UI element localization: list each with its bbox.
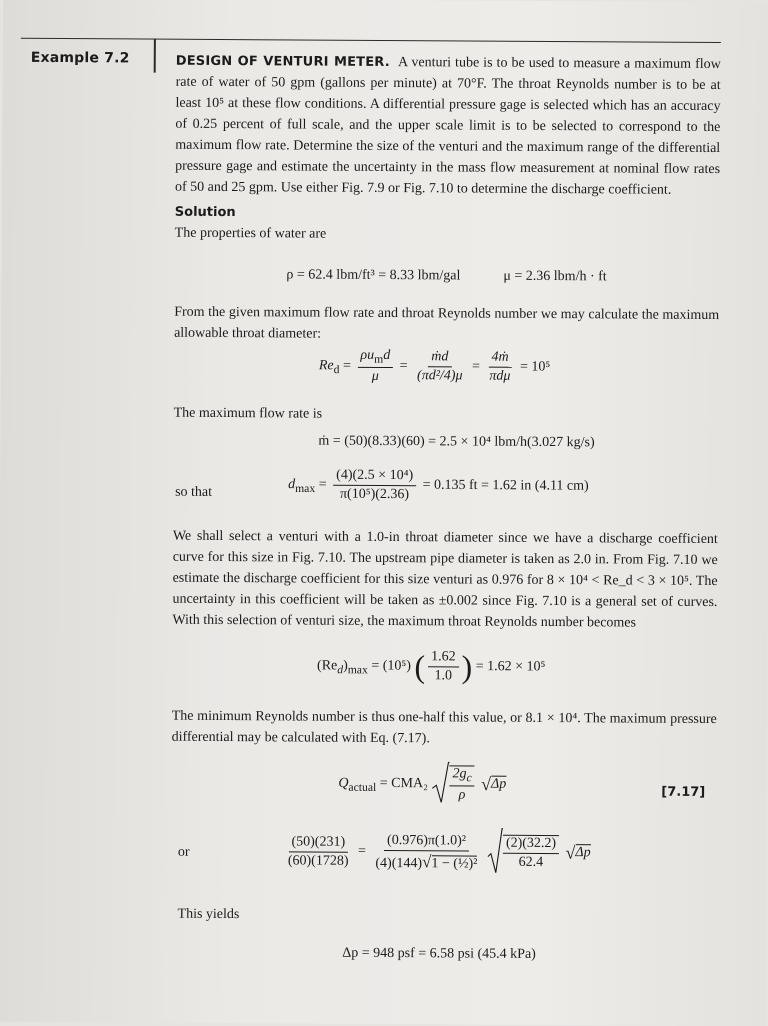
body-text-5 [172, 706, 717, 751]
q-numerator: 2g [452, 766, 467, 782]
q-mid: = CMA₂ [379, 775, 429, 792]
remax-mid: = (10⁵) [371, 658, 412, 674]
fraction-3-numerator: 4ṁ [491, 349, 509, 365]
equation-7-17 [338, 764, 506, 805]
top-rule [21, 38, 721, 43]
dmax-numerator: (4)(2.5 × 10⁴) [333, 468, 416, 487]
subst-fraction-2-numerator: (0.976)π(1.0)² [384, 833, 469, 852]
remax-subscript: d [337, 663, 344, 677]
solution-title: Solution [174, 204, 236, 221]
equation-re-max: $(Re_d)_{max} = (10^5)$ ( $\frac{1.62}{1.0}$ ) = 1.62 × 10⁵ [317, 648, 546, 685]
remax-fraction [428, 649, 459, 684]
dmax-rhs: = 0.135 ft = 1.62 in (4.11 cm) [422, 477, 589, 494]
problem-text: A venturi tube is to be used to measure a maximum flow rate of water of 50 gpm (gallons per minute) at 70°F. The throat Reynolds number is to be at least 10⁵ at these flow conditions. A differential pressure gage is selected which has an accuracy of 0.25 percent of full scale, and the upper scale limit is to be selected to correspond to the maximum flow rate. Determine the size of the venturi and the maximum range of the differential pressure gage and estimate the uncertainty in the mass flow measurement at nominal flow rates of 50 and 25 gpm. Use either Fig. 7.9 or Fig. 7.10 to determine the discharge coefficient. [174, 55, 721, 198]
subst-fraction-3-denominator: 62.4 [518, 854, 544, 870]
equation-mass-flow: ṁ = (50)(8.33)(60) = 2.5 × 10⁴ lbm/h(3.027 kg/s) [318, 433, 595, 451]
equation-reynolds [319, 348, 551, 386]
q-fraction [449, 766, 474, 804]
equation-properties [286, 267, 606, 285]
equals-sign: = [472, 359, 481, 375]
fraction-3-denominator: πdμ [489, 368, 511, 384]
fraction-3 [486, 350, 513, 385]
fraction-1-numerator: ρu [360, 347, 375, 363]
subst-fraction-2-denominator-b: 1 − (½)² [431, 855, 478, 872]
density-value: ρ = 62.4 lbm/ft³ = 8.33 lbm/gal [286, 267, 461, 284]
or-label: or [177, 844, 190, 860]
paragraph-max-flow: The maximum flow rate is [173, 405, 323, 422]
sqrt-sign-small-icon: √ [565, 842, 576, 863]
q-delta-p: Δp [491, 776, 507, 792]
dmax-denominator: π(10⁵)(2.36) [339, 486, 410, 503]
paragraph-venturi-selection: We shall select a venturi with a 1.0-in throat diameter since we have a discharge coefficient curve for this size in Fig. 7.10. The upstream pipe diameter is taken as 2.0 in. From Fig. 7.10 we estimate the discharge coefficient for this size venturi as 0.976 for 8 × 10⁴ < Re_d < 3 × 10⁵. The uncertainty in this coefficient will be taken as ±0.002 since Fig. 7.10 is a general set of curves. With this selection of venturi size, the maximum throat Reynolds number becomes [172, 528, 718, 631]
example-divider [154, 39, 156, 73]
equals-sign: = [342, 358, 351, 374]
reynolds-rhs: = 10⁵ [519, 359, 551, 375]
subst-fraction-3-numerator: (2)(32.2) [503, 836, 559, 854]
subst-fraction-2 [372, 832, 480, 872]
subst-fraction-3 [503, 835, 559, 871]
remax-max-subscript: max [347, 663, 368, 677]
q-denominator: ρ [458, 787, 466, 803]
so-that-label: so that [175, 484, 213, 500]
paragraph-properties: The properties of water are [174, 225, 327, 242]
q-symbol: Q [338, 775, 349, 792]
sqrt-sign-icon: √ [422, 851, 432, 871]
problem-paragraph [175, 51, 721, 201]
remax-paren: ) [343, 658, 348, 674]
fraction-1 [357, 348, 393, 385]
equation-delta-p: Δp = 948 psf = 6.58 psi (45.4 kPa) [342, 945, 536, 962]
fraction-1-numerator-tail: d [383, 347, 391, 364]
example-label: Example 7.2 [30, 49, 130, 67]
dmax-subscript: max [295, 481, 316, 496]
remax-denominator: 1.0 [434, 668, 453, 684]
fraction-2 [414, 349, 466, 384]
re-subscript: d [333, 363, 340, 377]
equation-dmax: $d_{max}$ = $\frac{\text{(4)(2.5 × 10⁴)}}{\text{π(10⁵)(2.36)}}$ = 0.135 ft = 1.62 in (4.11 cm) [288, 467, 589, 503]
body-text-3 [174, 403, 719, 427]
sqrt-sign-icon [487, 831, 503, 875]
sqrt-sign-icon [431, 764, 449, 804]
body-text-2 [174, 302, 719, 347]
sqrt-sign-small-icon: √ [481, 774, 492, 795]
subst-fraction-1-numerator: (50)(231) [288, 834, 348, 852]
paragraph-throat-diameter: From the given maximum flow rate and throat Reynolds number we may calculate the maximum allowable throat diameter: [174, 304, 720, 342]
body-text [175, 51, 721, 247]
subst-fraction-1-denominator: (60)(1728) [287, 852, 349, 869]
re-symbol: Re [318, 358, 334, 374]
equation-substitution [282, 829, 591, 875]
fraction-2-denominator: (πd²/4)μ [417, 368, 463, 384]
fraction-1-denominator: μ [371, 368, 379, 384]
subst-fraction-1 [285, 834, 352, 869]
dmax-fraction [333, 468, 416, 504]
fraction-1-numerator-subscript: m [374, 352, 384, 366]
fraction-2-numerator: ṁd [431, 349, 449, 365]
q-numerator-subscript: c [466, 771, 472, 785]
q-subscript: actual [348, 780, 377, 794]
equation-number: [7.17] [661, 784, 706, 800]
viscosity-value: μ = 2.36 lbm/h · ft [503, 268, 607, 285]
paragraph-min-reynolds: The minimum Reynolds number is thus one-half this value, or 8.1 × 10⁴. The maximum pressure differential may be calculated with Eq. (7.17). [171, 708, 717, 747]
dmax-symbol: d [288, 477, 296, 493]
equals-sign: = [399, 358, 408, 374]
example-heading: DESIGN OF VENTURI METER. [175, 53, 390, 71]
subst-fraction-2-denominator-a: (4)(144) [375, 855, 423, 871]
remax-symbol: (Re [317, 658, 338, 674]
remax-numerator: 1.62 [428, 649, 459, 667]
remax-rhs: = 1.62 × 10⁵ [475, 659, 546, 675]
this-yields-label: This yields [177, 906, 240, 923]
subst-equals: = [358, 843, 367, 859]
subst-delta-p: Δp [575, 845, 591, 861]
body-text-4 [172, 526, 718, 634]
